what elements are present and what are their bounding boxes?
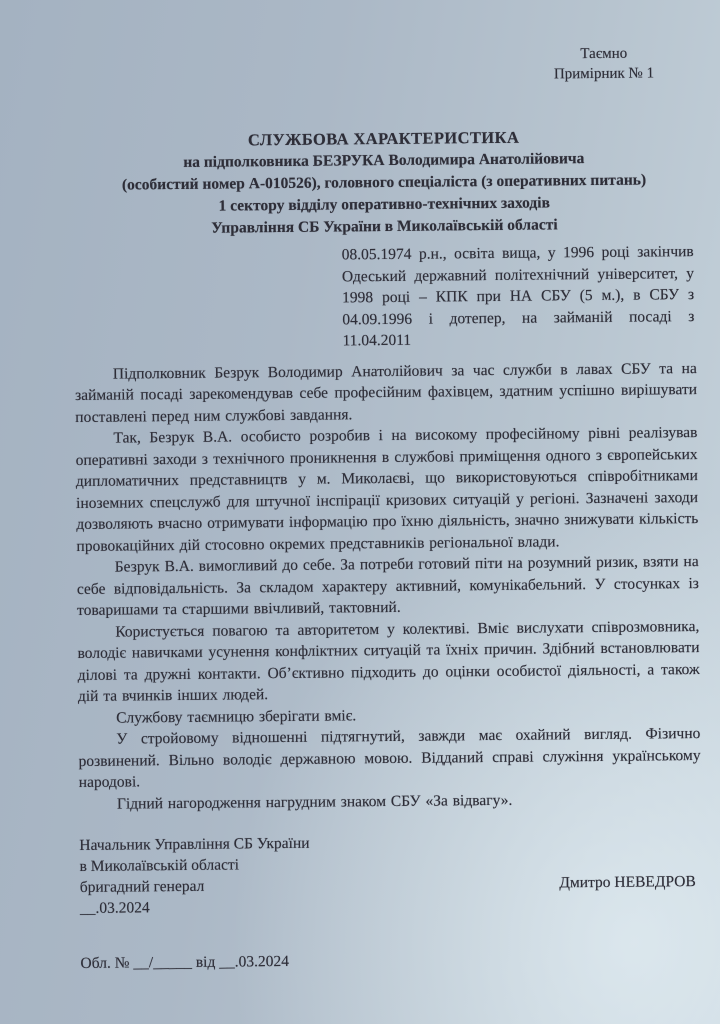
secrecy-stamp xyxy=(518,43,690,85)
paragraph-collective: Користується повагою та авторитетом у колективі. Вміє вислухати співрозмовника, володіє навичками усунення конфліктних ситуацій та їхніх причин. Здібний встановлювати ділові та дружні контакти. Об’єктивно підходить до оцінки особистої діяльності, а також дій та вчинків інших людей. xyxy=(77,617,700,705)
signature-block xyxy=(79,829,702,919)
copy-number-label: Примірник № 1 xyxy=(553,65,655,83)
header-line-personal-number: (особистий номер А-010526), головного спеціаліста (з оперативних питань) xyxy=(121,171,647,194)
paragraph-character: Безрук В.А. вимогливий до себе. За потреби готовий піти на розумний ризик, взяти на себе відповідальність. За складом характеру активний, комунікабельний. У стосунках із товаришами та старшими ввічливий, тактовний. xyxy=(76,553,699,619)
paragraph-bearing: У стройовому відношенні підтягнутий, завжди має охайний вигляд. Фізично розвинений. Вільно володіє державною мовою. Відданий справі служіння українському народові. xyxy=(78,724,701,791)
header-line-subject: на підполковника БЕЗРУКА Володимира Анатолійовича xyxy=(183,150,585,171)
signer-position-line-2: в Миколаївській області xyxy=(79,856,240,875)
classification-label: Таємно xyxy=(580,45,628,63)
document-page xyxy=(71,0,702,974)
paragraph-secrecy: Службову таємницю зберігати вміє. xyxy=(116,706,357,727)
header-line-directorate: Управління СБ України в Миколаївській області xyxy=(211,216,558,237)
paragraph-operations: Так, Безрук В.А. особисто розробив і на високому професійному рівні реалізував оперативні заходи з технічного проникнення в службові приміщення одного з європейських дипломатичних представництв у м. Миколаєві, що використовуються співробітниками іноземних спецслужб для штучної інспірації кризових ситуацій у регіоні. Зазначені заходи дозволяють вчасно отримувати інформацію про їхню діяльність, значно знижувати кількість провокаційних дій стосовно окремих представників регіональної влади. xyxy=(75,424,699,555)
paragraph-award: Гідний нагородження нагрудним знаком СБУ «За відвагу». xyxy=(116,791,513,813)
registration-line: Обл. № __/_____ від __.03.2024 xyxy=(80,952,289,972)
header-line-sector: 1 сектору відділу оперативно-технічних заходів xyxy=(218,194,550,215)
document-header xyxy=(73,125,696,241)
signer-name: Дмитро НЕВЕДРОВ xyxy=(559,873,696,892)
bio-paragraph: 08.05.1974 р.н., освіта вища, у 1996 році закінчив Одеський державний політехнічний університет, у 1998 році – КПК при НА СБУ (5 м.), в СБУ з 04.09.1996 і дотепер, на займаній посаді з 11.04.2011 xyxy=(341,243,695,350)
signature-date: __.03.2024 xyxy=(79,899,150,917)
signer-position-line-1: Начальник Управління СБ України xyxy=(79,834,310,854)
paragraph-service-summary: Підполковник Безрук Володимир Анатолійович за час служби в лавах СБУ та на займаній посаді зарекомендував себе професійним фахівцем, здатним успішно вирішувати поставлені перед ним службові завдання. xyxy=(74,359,698,426)
signer-rank: бригадний генерал xyxy=(79,877,205,896)
document-title: СЛУЖБОВА ХАРАКТЕРИСТИКА xyxy=(247,127,520,150)
